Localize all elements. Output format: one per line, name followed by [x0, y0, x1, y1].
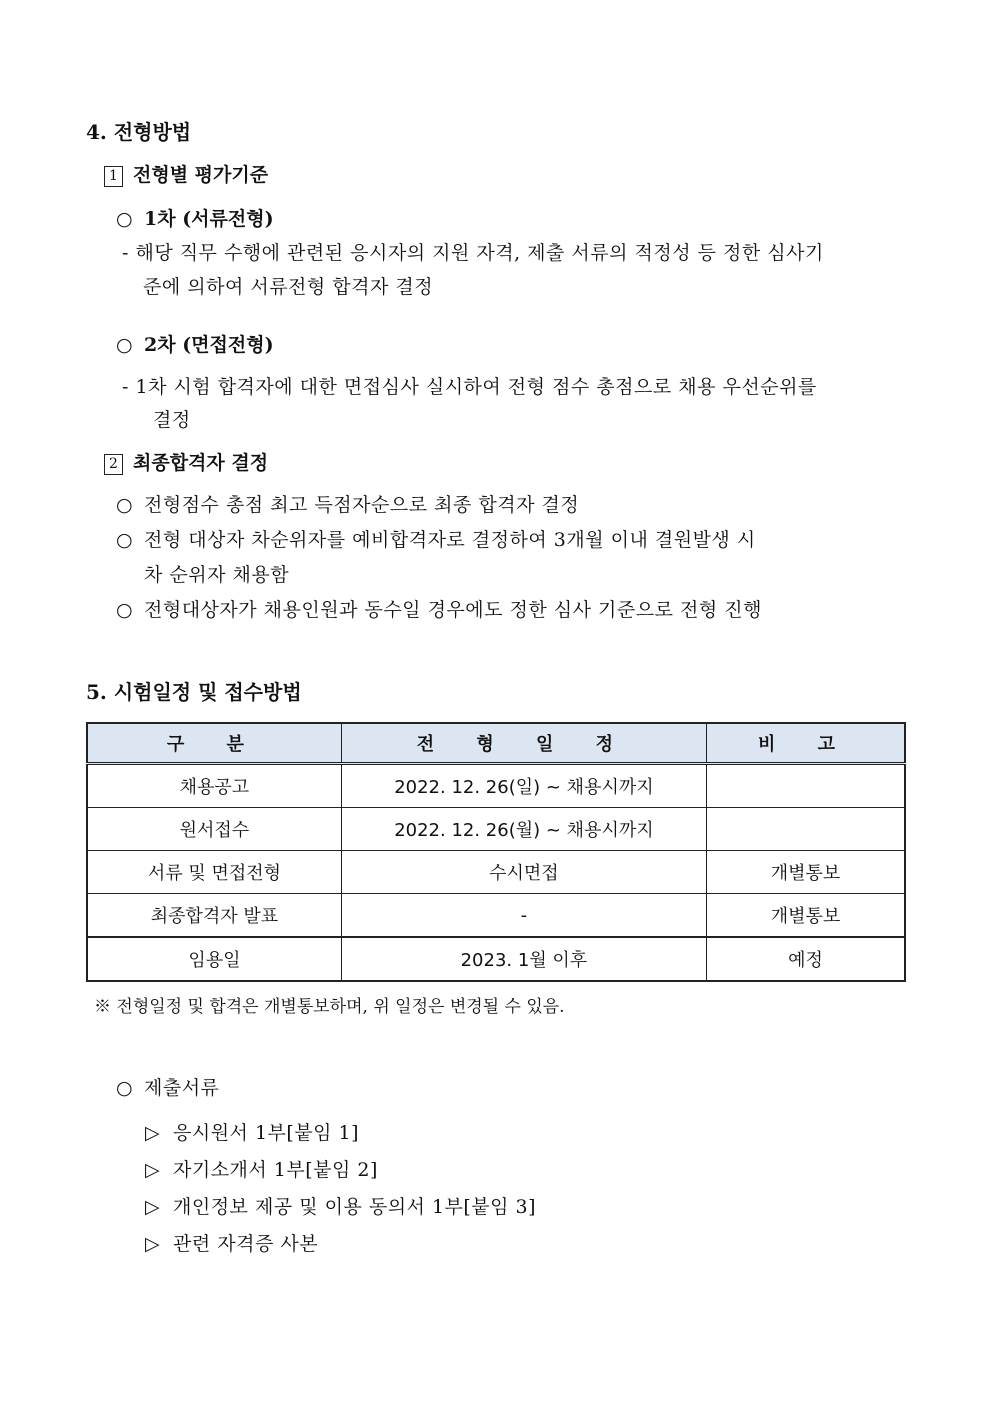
circle-bullet-icon: ○ [116, 529, 134, 551]
document-item [145, 1155, 378, 1182]
document-item-text: 응시원서 1부[붙임 1] [173, 1122, 360, 1144]
final-item-1 [116, 490, 579, 517]
table-cell [706, 808, 905, 851]
final-item-1-text: 전형점수 총점 최고 득점자순으로 최종 합격자 결정 [144, 494, 580, 516]
table-row [87, 937, 905, 981]
stage-2-desc-line1: - 1차 시험 합격자에 대한 면접심사 실시하여 전형 점수 총점으로 채용 우선순위를 [122, 376, 817, 398]
schedule-note: ※ 전형일정 및 합격은 개별통보하며, 위 일정은 변경될 수 있음. [94, 997, 565, 1017]
schedule-table [86, 722, 906, 982]
table-row [87, 808, 905, 851]
document-item [145, 1192, 536, 1219]
document-item-text: 개인정보 제공 및 이용 동의서 1부[붙임 3] [173, 1196, 537, 1218]
document-item-text: 관련 자격증 사본 [173, 1233, 319, 1255]
stage-1-heading [116, 204, 274, 231]
table-header-row [87, 723, 905, 764]
subsection-1-heading [104, 160, 268, 187]
document-item [145, 1229, 318, 1256]
table-cell: 개별통보 [706, 851, 905, 894]
triangle-arrow-icon: ▷ [145, 1196, 161, 1218]
table-cell: 서류 및 면접전형 [87, 851, 341, 894]
stage-2-desc-line2: 결정 [153, 409, 191, 431]
final-item-2-cont: 차 순위자 채용함 [144, 564, 290, 586]
table-cell: 2022. 12. 26(일) ~ 채용시까지 [341, 764, 706, 808]
table-cell: 2023. 1월 이후 [341, 937, 706, 981]
table-cell: 최종합격자 발표 [87, 894, 341, 938]
table-cell: 2022. 12. 26(월) ~ 채용시까지 [341, 808, 706, 851]
document-item [145, 1118, 359, 1145]
table-row [87, 894, 905, 938]
table-cell: 임용일 [87, 937, 341, 981]
stage-1-desc-line1: - 해당 직무 수행에 관련된 응시자의 지원 자격, 제출 서류의 적정성 등 정한 심사기 [122, 242, 824, 264]
subsection-number-box: 2 [104, 454, 123, 475]
table-cell: - [341, 894, 706, 938]
table-cell: 개별통보 [706, 894, 905, 938]
circle-bullet-icon: ○ [116, 494, 134, 516]
section-4-title: 4. 전형방법 [86, 120, 192, 144]
subsection-2-heading [104, 448, 268, 475]
table-cell: 예정 [706, 937, 905, 981]
stage-2-title: 2차 (면접전형) [144, 334, 274, 356]
final-item-2-text: 전형 대상자 차순위자를 예비합격자로 결정하여 3개월 이내 결원발생 시 [144, 529, 756, 551]
table-cell [706, 764, 905, 808]
triangle-arrow-icon: ▷ [145, 1122, 161, 1144]
circle-bullet-icon: ○ [116, 208, 133, 230]
table-row [87, 851, 905, 894]
subsection-2-title: 최종합격자 결정 [133, 452, 269, 474]
circle-bullet-icon: ○ [116, 599, 134, 621]
table-header-cell: 전 형 일 정 [341, 723, 706, 764]
stage-2-heading [116, 330, 274, 357]
triangle-arrow-icon: ▷ [145, 1159, 161, 1181]
circle-bullet-icon: ○ [116, 334, 133, 356]
subsection-1-title: 전형별 평가기준 [133, 164, 269, 186]
table-header-cell: 비 고 [706, 723, 905, 764]
table-cell: 원서접수 [87, 808, 341, 851]
subsection-number-box: 1 [104, 166, 123, 187]
section-5-title: 5. 시험일정 및 접수방법 [86, 680, 302, 704]
table-header-cell: 구 분 [87, 723, 341, 764]
triangle-arrow-icon: ▷ [145, 1233, 161, 1255]
documents-title: 제출서류 [144, 1077, 220, 1099]
stage-1-title: 1차 (서류전형) [144, 208, 274, 230]
table-cell: 수시면접 [341, 851, 706, 894]
stage-1-desc-line2: 준에 의하여 서류전형 합격자 결정 [143, 276, 434, 298]
final-item-3 [116, 595, 762, 622]
table-row [87, 764, 905, 808]
final-item-2 [116, 525, 756, 552]
document-item-text: 자기소개서 1부[붙임 2] [173, 1159, 378, 1181]
circle-bullet-icon: ○ [116, 1077, 134, 1099]
documents-heading [116, 1073, 219, 1100]
table-cell: 채용공고 [87, 764, 341, 808]
final-item-3-text: 전형대상자가 채용인원과 동수일 경우에도 정한 심사 기준으로 전형 진행 [144, 599, 762, 621]
